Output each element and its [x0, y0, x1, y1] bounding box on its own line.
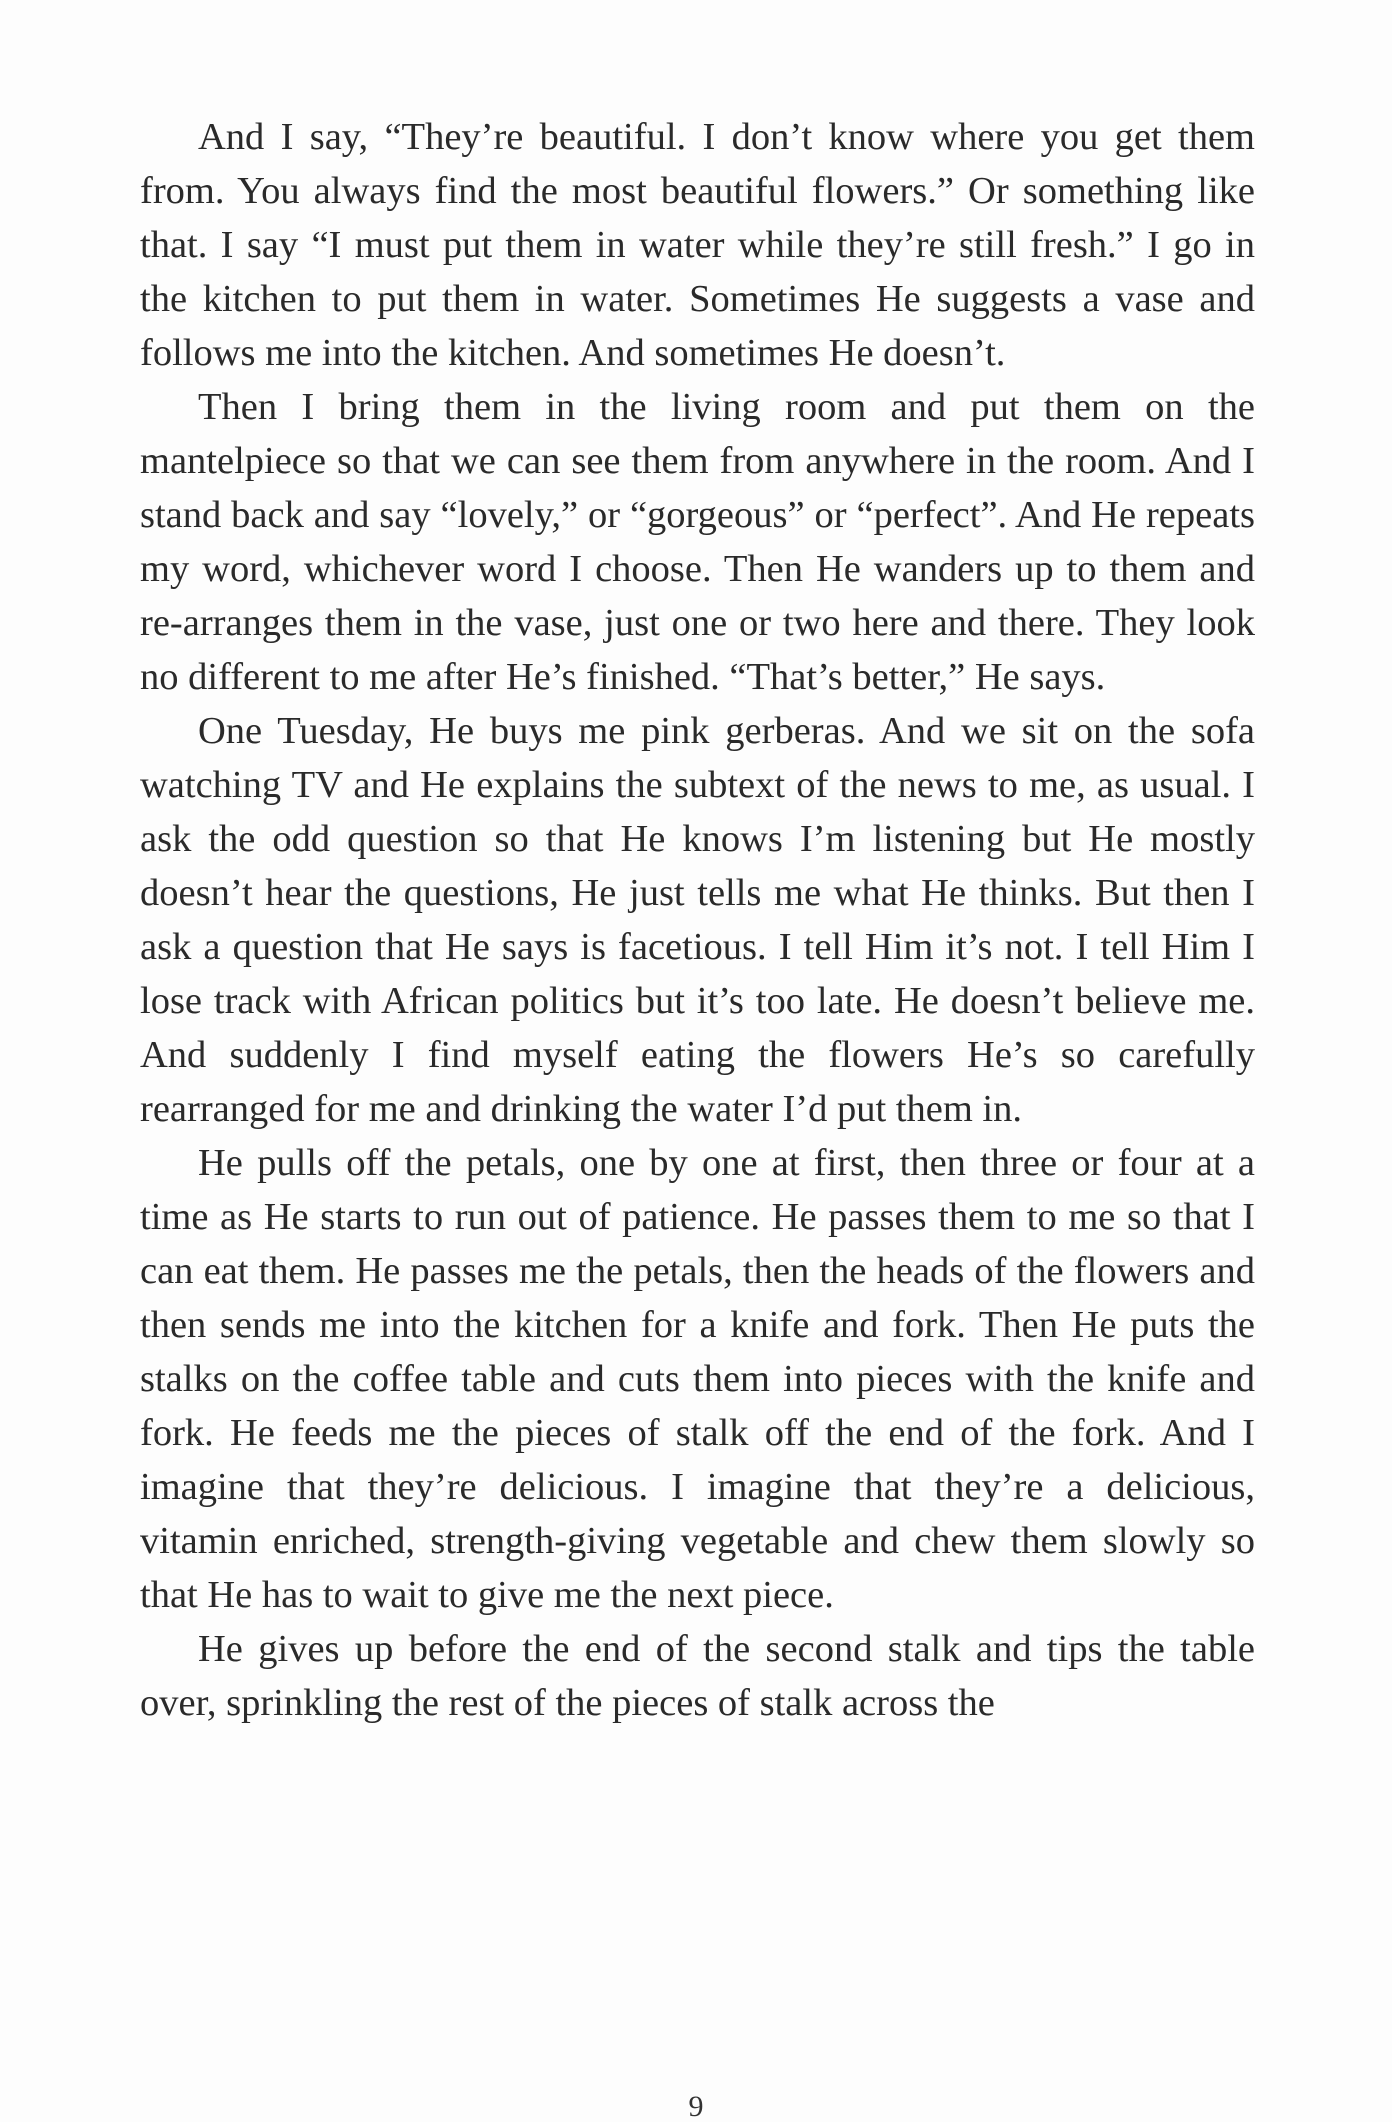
paragraph-3: One Tuesday, He buys me pink gerberas. And we sit on the sofa watching TV and He explains the subtext of the news to me, as usual. I ask the odd question so that He knows I’m listening but He mostly doesn’t hear the questions, He just tells me what He thinks. But then I ask a question that He says is facetious. I tell Him it’s not. I tell Him I lose track with African politics but it’s too late. He doesn’t believe me. And suddenly I find myself eating the flowers He’s so carefully rearranged for me and drinking the water I’d put them in. [140, 710, 1255, 1130]
paragraph-5: He gives up before the end of the second stalk and tips the table over, sprinkling the rest of the pieces of stalk across the [140, 1628, 1255, 1724]
body-text [140, 110, 1255, 1730]
paragraph-4: He pulls off the petals, one by one at first, then three or four at a time as He starts to run out of patience. He passes them to me so that I can eat them. He passes me the petals, then the heads of the flowers and then sends me into the kitchen for a knife and fork. Then He puts the stalks on the coffee table and cuts them into pieces with the knife and fork. He feeds me the pieces of stalk off the end of the fork. And I imagine that they’re delicious. I imagine that they’re a delicious, vitamin enriched, strength-giving vegetable and chew them slowly so that He has to wait to give me the next piece. [140, 1142, 1255, 1616]
paragraph-2: Then I bring them in the living room and put them on the mantelpiece so that we can see them from anywhere in the room. And I stand back and say “lovely,” or “gorgeous” or “perfect”. And He repeats my word, whichever word I choose. Then He wanders up to them and re-arranges them in the vase, just one or two here and there. They look no different to me after He’s finished. “That’s better,” He says. [140, 386, 1255, 698]
paragraph-1: And I say, “They’re beautiful. I don’t know where you get them from. You always find the most beautiful flowers.” Or something like that. I say “I must put them in water while they’re still fresh.” I go in the kitchen to put them in water. Sometimes He suggests a vase and follows me into the kitchen. And sometimes He doesn’t. [140, 116, 1255, 374]
page-number: 9 [688, 2090, 704, 2123]
